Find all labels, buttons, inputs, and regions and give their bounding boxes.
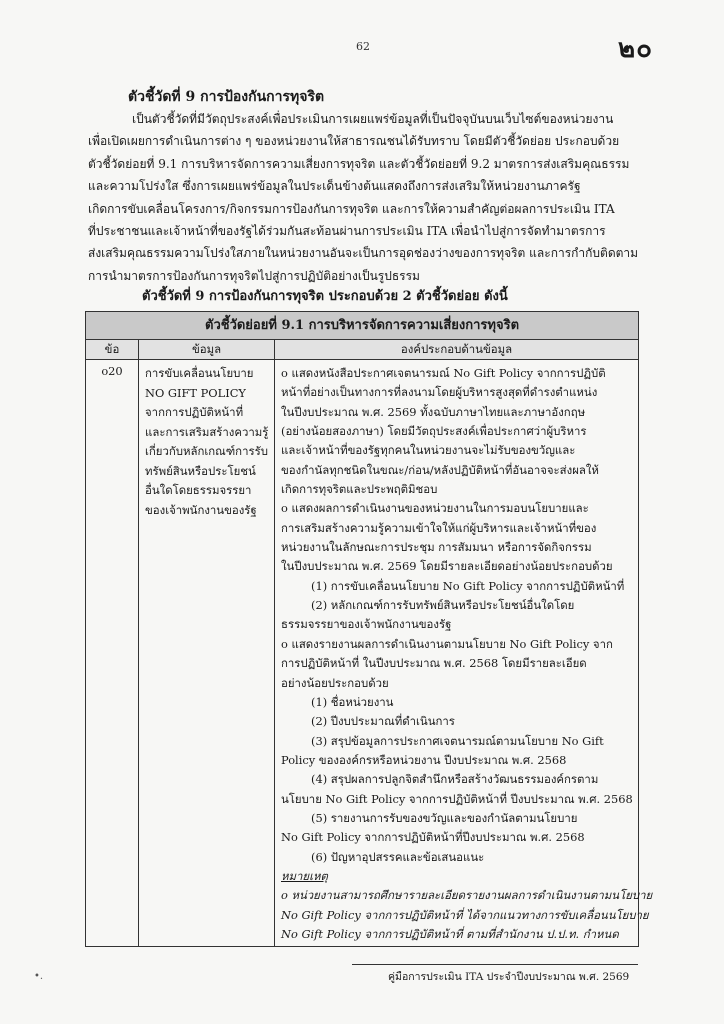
item-code: o20 xyxy=(86,360,139,947)
intro-line: เกิดการขับเคลื่อนโครงการ/กิจกรรมการป้องกันการทุจริต และการให้ความสำคัญต่อผลการประเมิน ITA xyxy=(88,201,615,216)
detail-line: นโยบาย No Gift Policy จากการปฏิบัติหน้าที่ ปีงบประมาณ พ.ศ. 2568 xyxy=(281,791,633,806)
detail-line: (5) รายงานการรับของขวัญและของกำนัลตามนโยบาย xyxy=(311,810,578,825)
detail-line: (4) สรุปผลการปลูกจิตสำนึกหรือสร้างวัฒนธรรมองค์กรตาม xyxy=(311,772,599,787)
detail-line: และเจ้าหน้าที่ของรัฐทุกคนในหน่วยงานจะไม่รับของขวัญและ xyxy=(281,443,576,458)
item-description xyxy=(139,360,275,947)
thai-page-number: ๒๐ xyxy=(618,34,654,64)
intro-line: การนำมาตรการป้องกันการทุจริตไปสู่การปฏิบัติอย่างเป็นรูปธรรม xyxy=(88,268,420,283)
indicator-title: ตัวชี้วัดที่ 9 การป้องกันการทุจริต xyxy=(128,89,325,105)
detail-line: หน้าที่อย่างเป็นทางการที่ลงนามโดยผู้บริหารสูงสุดที่ดำรงตำแหน่ง xyxy=(281,385,598,400)
detail-line: ธรรมจรรยาของเจ้าพนักงานของรัฐ xyxy=(281,617,452,632)
detail-line: การปฏิบัติหน้าที่ ในปีงบประมาณ พ.ศ. 2568 โดยมีรายละเอียด xyxy=(281,656,587,671)
detail-line: เกิดการทุจริตและประพฤติมิชอบ xyxy=(281,482,438,497)
footer-text: คู่มือการประเมิน ITA ประจำปีงบประมาณ พ.ศ. 2569 xyxy=(388,971,630,983)
detail-line: No Gift Policy จากการปฏิบัติหน้าที่ปีงบประมาณ พ.ศ. 2568 xyxy=(281,830,585,845)
item-line: และการเสริมสร้างความรู้ xyxy=(145,424,269,439)
column-header-detail: องค์ประกอบด้านข้อมูล xyxy=(275,340,639,360)
detail-line: ในปีงบประมาณ พ.ศ. 2569 ทั้งฉบับภาษาไทยและภาษาอังกฤษ xyxy=(281,404,586,419)
detail-line: หน่วยงานในลักษณะการประชุม การสัมมนา หรือการจัดกิจกรรม xyxy=(281,540,592,555)
detail-line: No Gift Policy จากการปฏิบัติหน้าที่ ได้จากแนวทางการขับเคลื่อนนโยบาย xyxy=(281,907,649,922)
detail-line: (1) การขับเคลื่อนนโยบาย No Gift Policy จากการปฏิบัติหน้าที่ xyxy=(311,578,625,593)
intro-line: ที่ประชาชนและเจ้าหน้าที่ของรัฐได้ร่วมกันสะท้อนผ่านการประเมิน ITA เพื่อนำไปสู่การจัดทำมาตรการ xyxy=(88,224,606,239)
detail-line: การเสริมสร้างความรู้ความเข้าใจให้แก่ผู้บริหารและเจ้าหน้าที่ของ xyxy=(281,520,597,535)
intro-line: เพื่อเปิดเผยการดำเนินการต่าง ๆ ของหน่วยงานให้สาธารณชนได้รับทราบ โดยมีตัวชี้วัดย่อย ประกอบด้วย xyxy=(88,134,620,149)
detail-line: (อย่างน้อยสองภาษา) โดยมีวัตถุประสงค์เพื่อประกาศว่าผู้บริหาร xyxy=(281,424,587,439)
item-details xyxy=(275,360,653,947)
page-number: 62 xyxy=(356,40,370,53)
note-heading: หมายเหตุ xyxy=(281,868,328,883)
detail-line: (3) สรุปข้อมูลการประกาศเจตนารมณ์ตามนโยบาย No Gift xyxy=(311,733,604,748)
detail-line: Policy ขององค์กรหรือหน่วยงาน ปีงบประมาณ พ.ศ. 2568 xyxy=(281,752,567,767)
detail-line: (2) หลักเกณฑ์การรับทรัพย์สินหรือประโยชน์อื่นใดโดย xyxy=(311,598,575,613)
item-line: จากการปฏิบัติหน้าที่ xyxy=(145,405,244,419)
intro-line: ตัวชี้วัดย่อยที่ 9.1 การบริหารจัดการความเสี่ยงการทุจริต และตัวชี้วัดย่อยที่ 9.2 มาตรการส่งเสริมคุณธรรม xyxy=(88,156,630,171)
item-line: อื่นใดโดยธรรมจรรยา xyxy=(145,483,252,497)
item-line: เกี่ยวกับหลักเกณฑ์การรับ xyxy=(145,444,268,458)
item-line: การขับเคลื่อนนโยบาย xyxy=(145,366,254,380)
footer-divider xyxy=(352,964,638,965)
column-header-item: ข้อมูล xyxy=(139,340,275,360)
sub-indicator-heading: ตัวชี้วัดที่ 9 การป้องกันการทุจริต ประกอบด้วย 2 ตัวชี้วัดย่อย ดังนี้ xyxy=(142,289,508,304)
detail-line: (1) ชื่อหน่วยงาน xyxy=(311,694,394,709)
detail-line: ของกำนัลทุกชนิดในขณะ/ก่อน/หลังปฏิบัติหน้าที่อันอาจจะส่งผลให้ xyxy=(281,462,599,477)
detail-line: ในปีงบประมาณ พ.ศ. 2569 โดยมีรายละเอียดอย่างน้อยประกอบด้วย xyxy=(281,559,613,574)
detail-line: o แสดงหนังสือประกาศเจตนารมณ์ No Gift Policy จากการปฏิบัติ xyxy=(281,366,606,380)
intro-line: ส่งเสริมคุณธรรมความโปร่งใสภายในหน่วยงานอันจะเป็นการอุดช่องว่างของการทุจริต และการกำกับติดตาม xyxy=(88,246,639,261)
detail-line: o หน่วยงานสามารถศึกษารายละเอียดรายงานผลการดำเนินงานตามนโยบาย xyxy=(281,888,653,903)
item-line: ของเจ้าพนักงานของรัฐ xyxy=(145,502,257,517)
detail-line: o แสดงรายงานผลการดำเนินงานตามนโยบาย No Gift Policy จาก xyxy=(281,636,613,651)
detail-line: (2) ปีงบประมาณที่ดำเนินการ xyxy=(311,714,455,729)
intro-line: เป็นตัวชี้วัดที่มีวัตถุประสงค์เพื่อประเมินการเผยแพร่ข้อมูลที่เป็นปัจจุบันบนเว็บไซต์ของหน่วยงาน xyxy=(132,112,614,126)
corner-mark: •. xyxy=(34,971,44,982)
detail-line: o แสดงผลการดำเนินงานของหน่วยงานในการมอบนโยบายและ xyxy=(281,501,589,516)
item-line: ทรัพย์สินหรือประโยชน์ xyxy=(145,463,256,478)
detail-line: No Gift Policy จากการปฏิบัติหน้าที่ ตามที่สำนักงาน ป.ป.ท. กำหนด xyxy=(281,926,619,941)
detail-line: อย่างน้อยประกอบด้วย xyxy=(281,675,389,690)
indicator-table xyxy=(85,311,653,947)
table-title: ตัวชี้วัดย่อยที่ 9.1 การบริหารจัดการความเสี่ยงการทุจริต xyxy=(86,312,639,340)
column-header-code: ข้อ xyxy=(86,340,139,360)
intro-paragraph xyxy=(88,108,639,287)
item-line: NO GIFT POLICY xyxy=(145,385,246,400)
intro-line: และความโปร่งใส ซึ่งการเผยแพร่ข้อมูลในประเด็นข้างต้นแสดงถึงการส่งเสริมให้หน่วยงานภาครัฐ xyxy=(88,179,581,194)
detail-line: (6) ปัญหาอุปสรรคและข้อเสนอแนะ xyxy=(311,849,485,864)
table-row xyxy=(86,360,639,947)
